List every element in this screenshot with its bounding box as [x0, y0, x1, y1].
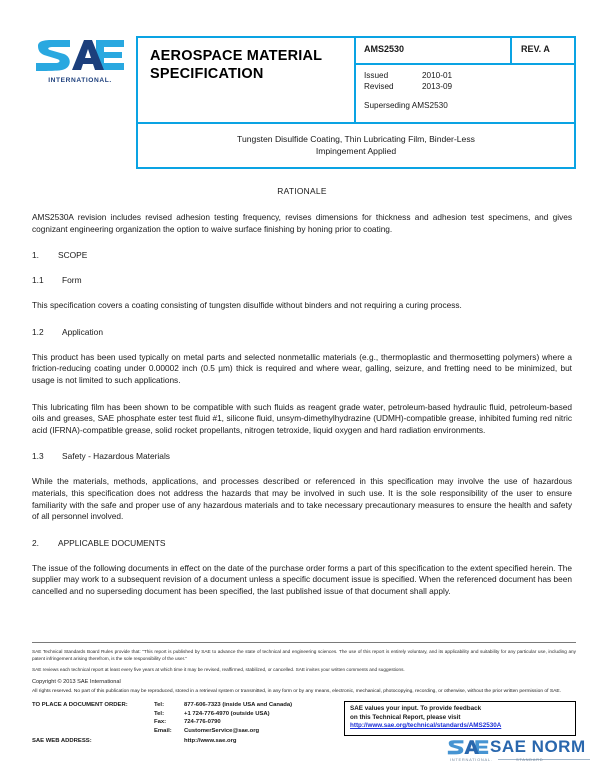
- contact-value: +1 724-776-4970 (outside USA): [184, 710, 270, 717]
- contact-spacer: [32, 718, 154, 726]
- copyright-line: Copyright © 2013 SAE International: [32, 678, 121, 685]
- section-number: 1.2: [32, 326, 44, 337]
- section-title: Safety - Hazardous Materials: [62, 451, 170, 462]
- issued-label: Issued: [364, 71, 389, 80]
- spec-name-line-2: SPECIFICATION: [150, 66, 264, 82]
- section-heading-safety: [32, 451, 572, 461]
- superseding-note: Superseding AMS2530: [364, 101, 448, 110]
- contact-tag: Tel:: [154, 702, 165, 709]
- feedback-line-1: SAE values your input. To provide feedback: [350, 705, 482, 713]
- contact-row: [32, 701, 336, 709]
- section-number: 2.: [32, 537, 39, 548]
- web-address-value[interactable]: http://www.sae.org: [184, 738, 237, 744]
- revision-label: REV. A: [521, 44, 550, 54]
- contact-spacer: [32, 710, 154, 718]
- contact-block: [32, 701, 336, 745]
- watermark-rule: [498, 759, 590, 760]
- section-title: SCOPE: [58, 250, 88, 261]
- web-address-label: SAE WEB ADDRESS:: [32, 738, 92, 744]
- rights-reserved-text: All rights reserved. No part of this publication may be reproduced, stored in a retrieval system or transmitted, in any form or by any means, electronic, mechanical, photocopying, recording, or otherwise, without the prior written permission of SAE.: [32, 688, 561, 694]
- application-paragraph-2: This lubricating film has been shown to be compatible with such fluids as reagent grade water, petroleum-based hydraulic fluid, petroleum-based oils and greases, SAE phosphate ester test fluid #1, silicone fluid, unsym-dimethylhydrazine (UDMH)-compatible grease, inhibited fuming red nitric acid (IFRNA)-compatible grease, solid rocket propellants, nitrogen tetroxide, liquid oxygen and hard radiation environments.: [32, 401, 572, 435]
- sae-logo-icon: [32, 38, 128, 76]
- section-heading-scope: [32, 250, 572, 260]
- contact-email-value[interactable]: CustomerService@sae.org: [184, 727, 260, 734]
- sae-norm-watermark: [446, 738, 594, 772]
- feedback-url-link[interactable]: http://www.sae.org/technical/standards/AMS2530A: [350, 722, 502, 730]
- section-title: Form: [62, 275, 82, 286]
- section-heading-form: [32, 275, 572, 285]
- disclaimer-review-cycle: SAE reviews each technical report at least every five years at which time it may be revised, reaffirmed, stabilized, or cancelled. SAE invites your written comments and suggestions.: [32, 667, 405, 673]
- subject-title: [138, 122, 574, 167]
- safety-paragraph: While the materials, methods, applications, and processes described or referenced in this specification may involve the use of hazardous materials, this specification does not address the hazards that may be involved in such use. It is the sole responsibility of the user to ensure familiarity with the safe and proper use of any hazardous materials and to take necessary precautionary measures to ensure the health and safety of all personnel involved.: [32, 476, 572, 522]
- section-number: 1.: [32, 250, 39, 261]
- watermark-subtitle-right: STANDARD: [516, 757, 544, 762]
- subject-line-2: Impingement Applied: [315, 146, 397, 156]
- watermark-subtitle-left: INTERNATIONAL.: [450, 757, 493, 762]
- issued-value: 2010-01: [422, 71, 453, 80]
- application-paragraph-1: This product has been used typically on metal parts and selected nonmetallic materials (e.g., thermoplastic and thermosetting polymers) where a friction-reducing coating under 0.00002 inch (0.5 µm) thick is required and where wear, galling, seizure, and fretting need to be minimized, but usage is not limited to such applications.: [32, 351, 572, 385]
- form-paragraph: This specification covers a coating consisting of tungsten disulfide without binders and not requiring a curing process.: [32, 300, 462, 311]
- section-heading-applicable-documents: [32, 538, 572, 548]
- contact-row: [32, 727, 336, 735]
- revised-value: 2013-09: [422, 81, 453, 91]
- section-heading-application: [32, 327, 572, 337]
- document-footer: [32, 642, 576, 745]
- order-label: TO PLACE A DOCUMENT ORDER:: [32, 702, 128, 709]
- contact-value: 724-776-0790: [184, 719, 221, 726]
- contact-tag: Fax:: [154, 719, 167, 726]
- spec-name-line-1: AEROSPACE MATERIAL: [150, 48, 323, 64]
- contact-tag: Tel:: [154, 710, 165, 717]
- feedback-box: [344, 701, 576, 735]
- document-body: [32, 186, 572, 613]
- section-title: APPLICABLE DOCUMENTS: [58, 537, 166, 548]
- web-spacer: [154, 737, 184, 745]
- contact-tag: Email:: [154, 727, 172, 734]
- sae-logo-subtitle: INTERNATIONAL.: [48, 77, 112, 84]
- document-number: AMS2530: [356, 38, 512, 63]
- section-number: 1.1: [32, 275, 44, 286]
- document-header: [24, 36, 576, 168]
- web-address-row: [32, 737, 336, 745]
- section-title: Application: [62, 326, 103, 337]
- section-number: 1.3: [32, 451, 44, 462]
- contact-row: [32, 710, 336, 718]
- contact-spacer: [32, 727, 154, 735]
- watermark-text: SAE NORM: [490, 737, 586, 756]
- footer-divider: [32, 642, 576, 643]
- contact-value: 877-606-7323 (inside USA and Canada): [184, 702, 293, 709]
- disclaimer-standards-board: SAE Technical Standards Board Rules provide that: "This report is published by SAE to advance the state of technical and engineering sciences. The use of this report is entirely voluntary, and its applicability and suitability for any particular use, including any patent infringement arising therefrom, is the sole responsibility of the user.": [32, 649, 576, 661]
- applicable-documents-paragraph: The issue of the following documents in effect on the date of the purchase order forms a part of this specification to the extent specified herein. The supplier may work to a subsequent revision of a document unless a specific document issue is specified. When the referenced document has been cancelled and no superseding document has been specified, the last published issue of that document shall apply.: [32, 562, 572, 596]
- feedback-line-2: on this Technical Report, please visit: [350, 713, 461, 721]
- rationale-heading: RATIONALE: [277, 186, 327, 196]
- contact-row: [32, 718, 336, 726]
- date-block: [356, 65, 574, 92]
- sae-logo-block: [24, 36, 136, 84]
- title-block-table: [136, 36, 576, 169]
- subject-line-1: Tungsten Disulfide Coating, Thin Lubricating Film, Binder-Less: [237, 134, 475, 144]
- specification-name: [138, 38, 356, 122]
- rationale-paragraph: AMS2530A revision includes revised adhesion testing frequency, revises dimensions for thickness and adhesion test specimens, and gives cognizant engineering organization the option to waive surface finishing by honing prior to coating.: [32, 212, 572, 234]
- revised-label: Revised: [364, 81, 394, 91]
